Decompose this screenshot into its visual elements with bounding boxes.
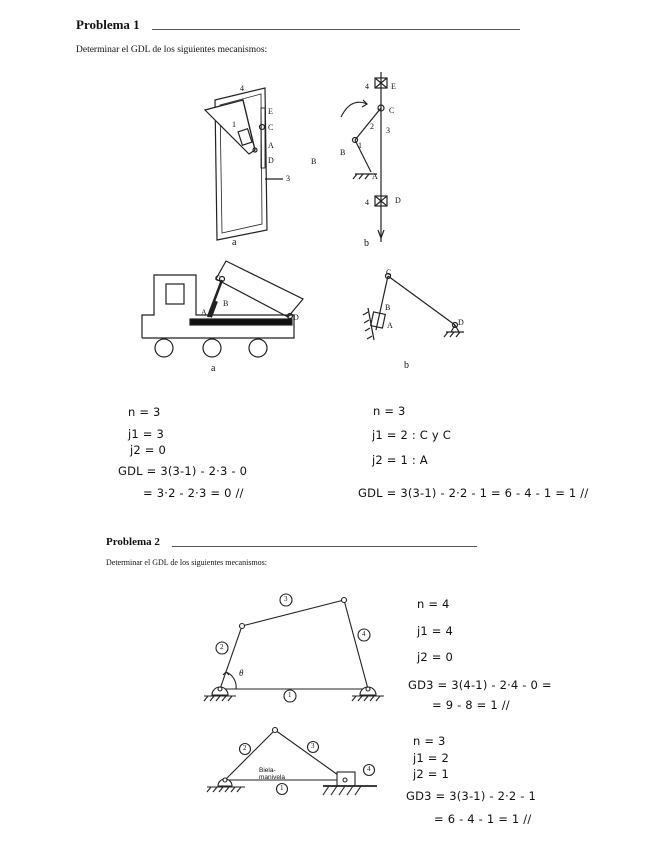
fourbar-label-3: 3	[284, 595, 288, 603]
rod-label-e: E	[391, 82, 396, 91]
fourbar-label-theta: θ	[239, 668, 244, 678]
rod-label-d: D	[395, 196, 401, 205]
problem1-title: Problema 1	[76, 17, 140, 32]
problem2-instruction: Determinar el GDL de los siguientes mecanismos:	[106, 558, 267, 567]
door-label-e: E	[268, 107, 273, 116]
slider-label-b: B	[385, 303, 391, 312]
rod-label-1: 1	[358, 141, 362, 150]
rod-label-b: B	[340, 148, 346, 157]
calc-line: GD3 = 3(3-1) - 2·2 - 1	[406, 789, 537, 803]
calc-line: n = 3	[413, 734, 446, 748]
problem1-title-rule	[152, 29, 520, 30]
fourbar-label-1: 1	[288, 691, 292, 699]
calc-line: GDL = 3(3-1) - 2·2 - 1 = 6 - 4 - 1 = 1 //	[358, 486, 589, 500]
truck-label-b: B	[223, 299, 229, 308]
truck-mechanism-figure	[138, 255, 313, 365]
calc-line: j1 = 2	[413, 751, 449, 765]
slider-label-d: D	[458, 318, 464, 327]
calc-line: j2 = 0	[417, 650, 453, 664]
calc-line: = 9 - 8 = 1 //	[432, 698, 510, 712]
slider-crank-figure	[205, 722, 380, 802]
calc-line: = 3·2 - 2·3 = 0 //	[143, 486, 244, 500]
fourbar-label-4: 4	[362, 630, 366, 638]
calc-line: GDL = 3(3-1) - 2·3 - 0	[118, 464, 248, 478]
fourbar-linkage-figure	[200, 590, 390, 710]
problem1-instruction: Determinar el GDL de los siguientes mecanismos:	[76, 45, 268, 55]
fourbar-label-2: 2	[220, 643, 224, 651]
rod-label-a: A	[372, 172, 378, 181]
slider-mechanism-figure	[360, 268, 470, 348]
rod-mechanism-figure	[335, 72, 415, 247]
truck-label-a: A	[201, 308, 207, 317]
truck-label-d: D	[293, 313, 299, 322]
problem2-title-rule	[172, 546, 477, 547]
door-label-c: C	[268, 123, 274, 132]
slider-crank-label-2: 2	[243, 744, 247, 752]
door-label-3: 3	[286, 174, 290, 183]
calc-line: j2 = 0	[130, 443, 166, 457]
rod-label-2: 2	[370, 122, 374, 131]
calc-line: j1 = 3	[128, 427, 164, 441]
rod-label-3: 3	[386, 126, 390, 135]
calc-line: j1 = 2 : C y C	[372, 428, 451, 442]
slider-crank-caption: Biela-manivela	[259, 767, 286, 781]
calc-line: j2 = 1	[413, 767, 449, 781]
slider-crank-label-1: 1	[280, 784, 284, 792]
slider-label-c: C	[386, 268, 392, 277]
slider-crank-label-4: 4	[367, 765, 371, 773]
door-label-b: B	[311, 157, 317, 166]
door-label-4: 4	[240, 84, 244, 93]
door-label-d: D	[268, 156, 274, 165]
calc-line: n = 3	[128, 405, 161, 419]
slider-label-a: A	[387, 321, 393, 330]
calc-line: j2 = 1 : A	[372, 453, 428, 467]
problem2-title: Problema 2	[106, 536, 160, 548]
calc-line: j1 = 4	[417, 624, 453, 638]
truck-caption: a	[211, 363, 216, 374]
rod-label-c: C	[389, 106, 395, 115]
rod-label-4-bottom: 4	[365, 198, 369, 207]
rod-caption: b	[364, 238, 369, 249]
slider-crank-label-3: 3	[311, 742, 315, 750]
calc-line: n = 3	[373, 404, 406, 418]
door-caption: a	[232, 237, 237, 248]
slider-caption: b	[404, 360, 409, 371]
calc-line: = 6 - 4 - 1 = 1 //	[434, 812, 532, 826]
door-mechanism-figure	[195, 80, 295, 250]
rod-label-4-top: 4	[365, 82, 369, 91]
door-label-1: 1	[232, 120, 236, 129]
truck-label-c: C	[215, 274, 221, 283]
calc-line: n = 4	[417, 597, 450, 611]
calc-line: GD3 = 3(4-1) - 2·4 - 0 =	[408, 678, 552, 692]
door-label-a: A	[268, 141, 274, 150]
